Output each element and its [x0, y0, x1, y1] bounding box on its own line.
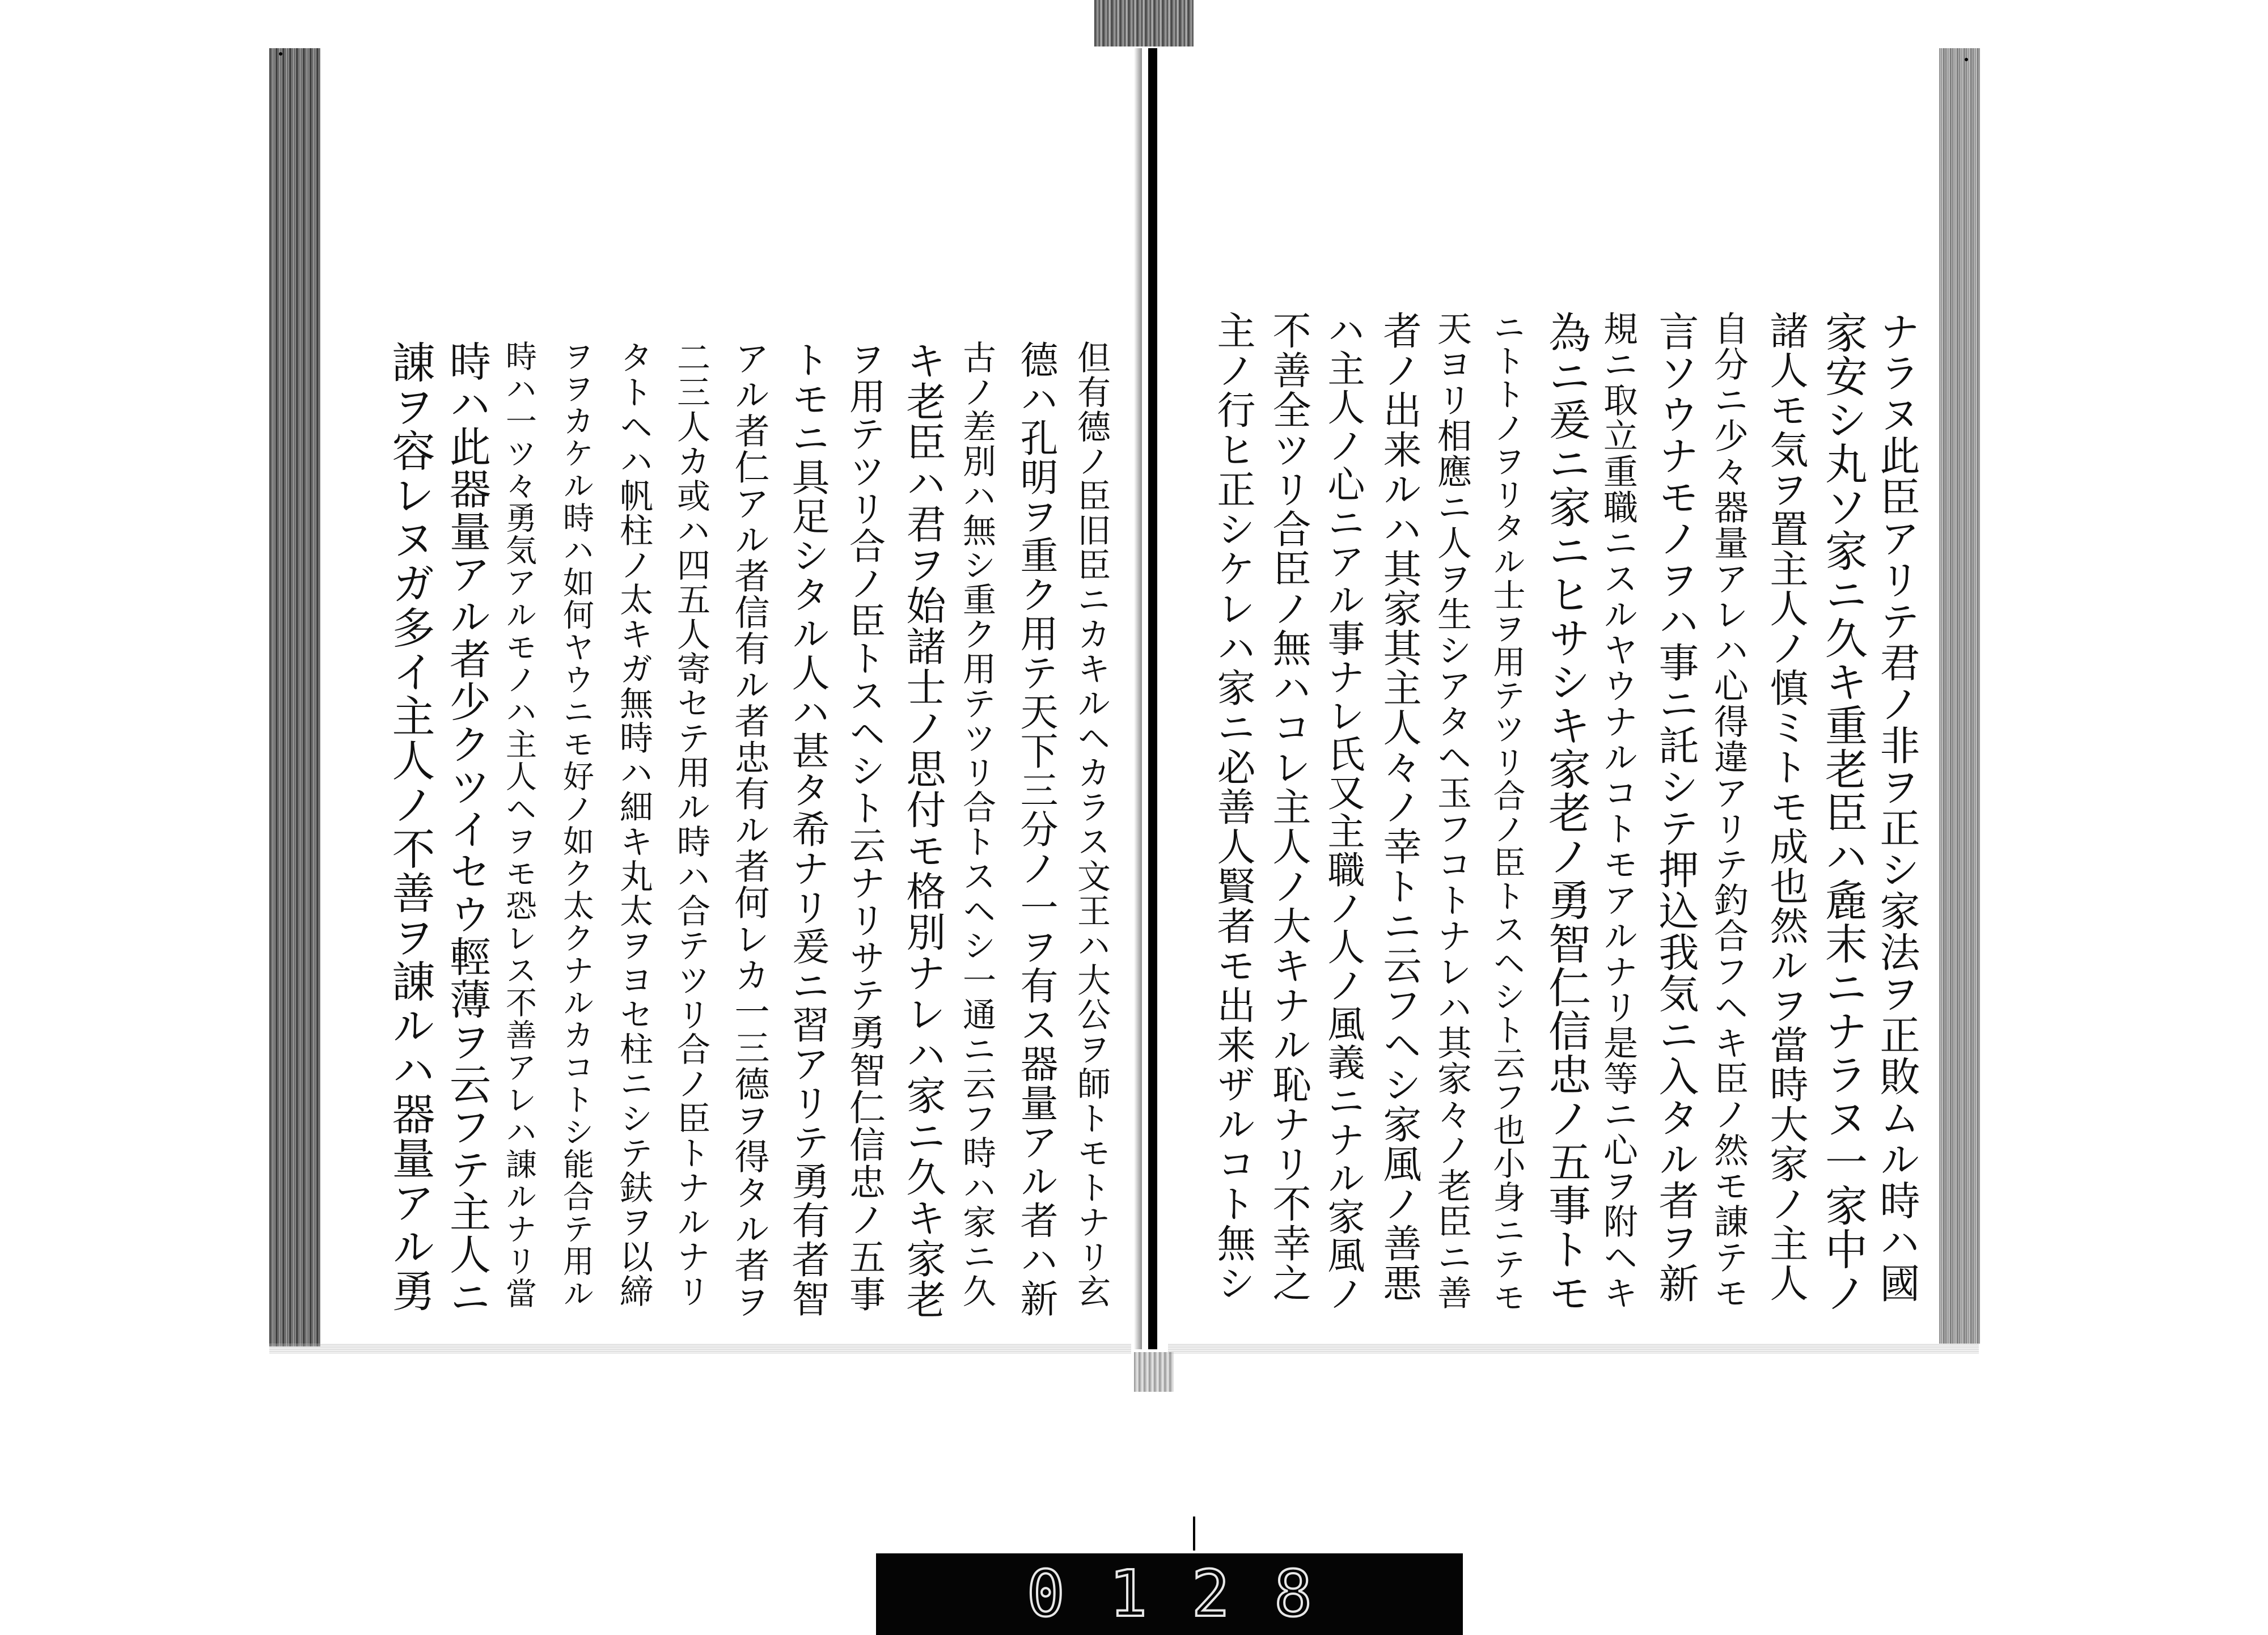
left-page-column: 但有德ノ臣旧臣ニカキルヘカラス文王ハ大公ヲ師トモトナリ玄: [1072, 340, 1111, 1308]
frame-number: 0128: [1026, 1557, 1357, 1631]
left-page-edge: [269, 48, 320, 1346]
left-page-column: 時ハ一ツ々勇気アルモノハ主人ヘヲモ恐レス不善アレハ諌ルナリ當: [501, 340, 537, 1310]
right-page-column: ナラヌ此臣アリテ君ノ非ヲ正シ家法ヲ正敗ムル時ハ國: [1873, 311, 1920, 1304]
right-page-column: 自分ニ少々器量アレハ心得違アリテ釣合フヘキ臣ノ然モ諌テモ: [1708, 311, 1749, 1311]
left-page-column: トモニ具足シタル人ハ甚タ希ナリ爰ニ習アリテ勇有者智: [786, 340, 830, 1318]
left-page-column: ヲヲカケル時ハ如何ヤウニモ好ノ如ク太クナルカコトシ能合テ用ル: [558, 340, 594, 1310]
right-page-column: 規ニ取立重職ニスルヤウナルコトモアルナリ是等ニ心ヲ附ヘキ: [1598, 311, 1638, 1311]
gutter-shadow: [1134, 48, 1142, 1349]
right-page-column: 天ヨリ相應ニ人ヲ生シアタヘ玉フコトナレハ其家々ノ老臣ニ善: [1432, 311, 1472, 1311]
right-page-edge: [1939, 48, 1980, 1344]
right-page-bottom-edge: [1168, 1344, 1979, 1354]
left-page-column: 德ハ孔明ヲ重ク用テ天下三分ノ一ヲ有ス器量アル者ハ新: [1014, 340, 1059, 1318]
speck: [279, 52, 282, 56]
left-page-column: 時ハ此器量アル者少クツイセウ輕薄ヲ云フテ主人ニ: [442, 340, 490, 1318]
frame-number-plate: [876, 1553, 1463, 1635]
left-page-column: キ老臣ハ君ヲ始諸士ノ思付モ格別ナレハ家ニ久キ家老: [900, 340, 946, 1320]
left-page-column: 二三人カ或ハ四五人寄セテ用ル時ハ合テツリ合ノ臣トナルナリ: [671, 340, 710, 1308]
right-page-column: 者ノ出来ルハ其家其主人々ノ幸トニ云フヘシ家風ノ善悪: [1377, 311, 1421, 1303]
right-page-column: ハ主人ノ心ニアル事ナレ氏又主職ノ人ノ風義ニナル家風ノ: [1321, 311, 1365, 1313]
binding-top: [1094, 0, 1194, 46]
right-page-column: 諸人モ気ヲ置主人ノ慎ミトモ成也然ルヲ當時大家ノ主人: [1763, 311, 1808, 1303]
right-page-column: 為ニ爰ニ家ニヒサシキ家老ノ勇智仁信忠ノ五事トモ: [1542, 311, 1592, 1315]
left-page-column: ヲ用テツリ合ノ臣トスヘシト云ナリサテ勇智仁信忠ノ五事: [843, 340, 885, 1313]
left-page-bottom-edge: [269, 1344, 1131, 1354]
left-page-column: 古ノ差別ハ無シ重ク用テツリ合トスヘシ一通ニ云フ時ハ家ニ久: [957, 340, 996, 1308]
right-page-column: 不善全ツリ合臣ノ無ハコレ主人ノ大キナル恥ナリ不幸之: [1266, 311, 1311, 1303]
speck: [1965, 58, 1968, 61]
left-page-column: アル者仁アル者信有ル者忠有ル者何レカ一三德ヲ得タル者ヲ: [729, 340, 770, 1320]
right-page-column: 言ソウナモノヲハ事ニ託シテ押込我気ニ入タル者ヲ新: [1652, 311, 1699, 1304]
binding-bottom: [1134, 1352, 1174, 1392]
book-gutter: [1148, 48, 1157, 1349]
right-page-column: ニトトノヲリタル士ヲ用テツリ合ノ臣トスヘシト云フ也小身ニテモ: [1488, 311, 1525, 1314]
left-page-column: タトヘハ帆柱ノ太キガ無時ハ細キ丸太ヲヨセ柱ニシテ鈇ヲ以締: [614, 340, 653, 1308]
right-page-column: 家安シ丸ソ家ニ久キ重老臣ハ麁末ニナラヌ一家中ノ: [1818, 311, 1868, 1315]
right-page-column: 主ノ行ヒ正シケレハ家ニ必善人賢者モ出来ザルコト無シ: [1211, 311, 1255, 1303]
frame-marker-tick: [1193, 1517, 1195, 1551]
left-page-column: 諌ヲ容レヌガ多イ主人ノ不善ヲ諌ルハ器量アル勇: [385, 340, 435, 1313]
